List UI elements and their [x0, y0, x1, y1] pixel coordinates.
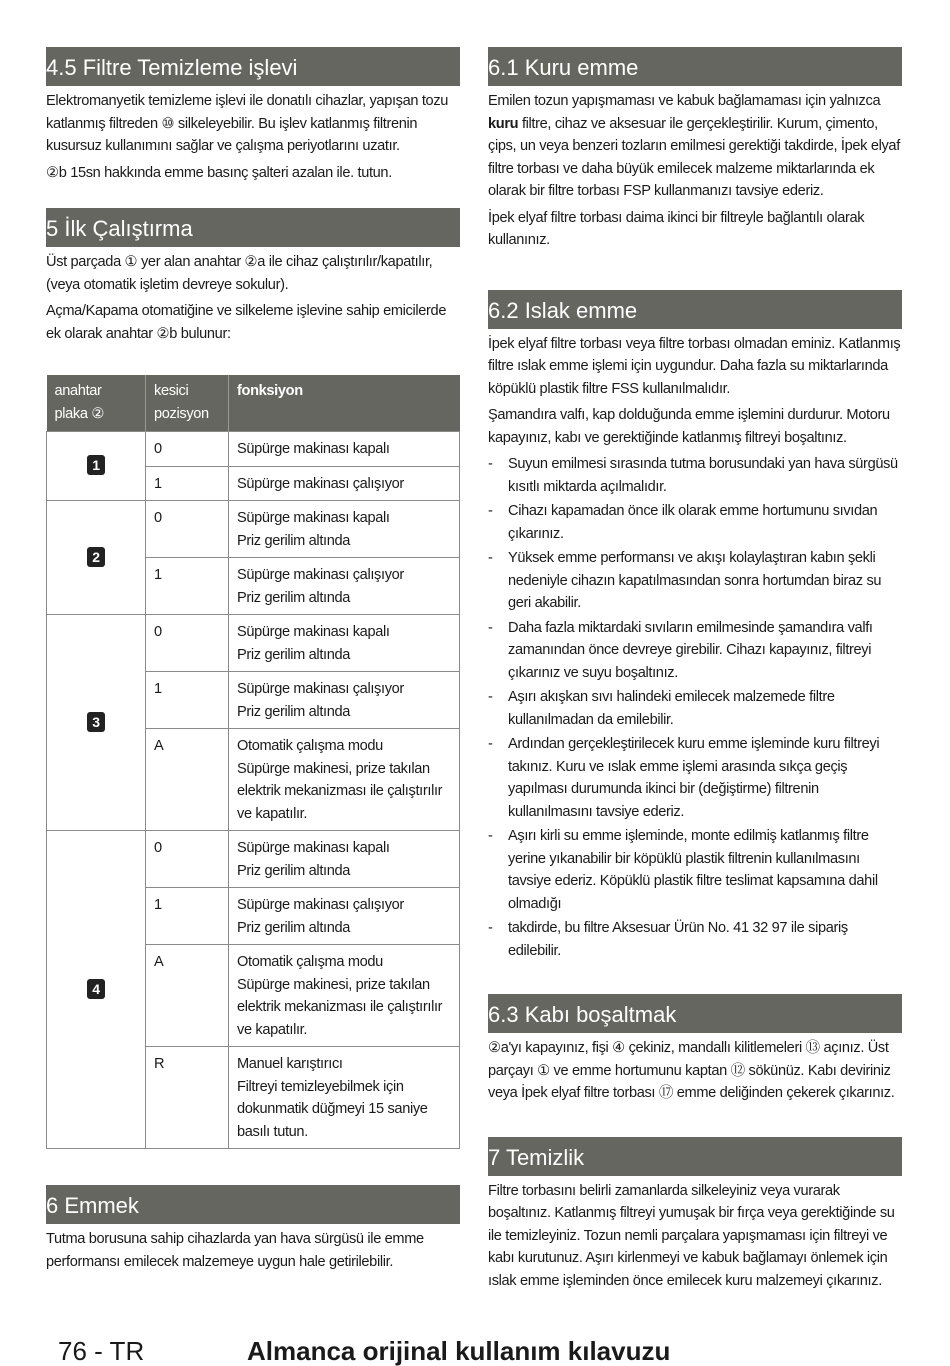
- function-line: Priz gerilim altında: [237, 646, 351, 663]
- position-cell: 1: [146, 466, 229, 501]
- function-cell: [229, 501, 460, 558]
- function-line: Süpürge makinası kapalı: [237, 624, 390, 640]
- plate-number-badge: 3: [87, 712, 105, 732]
- function-cell: [229, 729, 460, 831]
- position-cell: A: [146, 945, 229, 1047]
- function-line: Süpürge makinası kapalı: [237, 510, 390, 526]
- list-item: - Daha fazla miktardaki sıvıların emilmesinde şamandıra valfı zamanından önce devreye girebilir. Cihazı kapayınız, filtreyi çıkarınız ve suyu boşaltınız.: [488, 617, 902, 685]
- paragraph: [488, 90, 902, 203]
- section-heading-6-2: 6.2 Islak emme: [488, 290, 902, 329]
- function-cell: [229, 945, 460, 1047]
- function-line: Süpürge makinası kapalı: [237, 840, 390, 856]
- list-item: - Ardından gerçekleştirilecek kuru emme işleminde kuru filtreyi takınız. Kuru ve ıslak emme işlemi arasında sıkça geçiş yapılması durumunda ikinci bir (değiştirme) filtrenin kullanılmasını tavsiye ederiz.: [488, 733, 902, 823]
- position-cell: 0: [146, 615, 229, 672]
- function-line: Priz gerilim altında: [237, 703, 351, 720]
- position-cell: 1: [146, 558, 229, 615]
- function-line: Süpürge makinası çalışıyor: [237, 897, 404, 913]
- list-item: - Yüksek emme performansı ve akışı kolaylaştıran kabın şekli nedeniyle cihazın kapatılmasından sonra hortumdan biraz su geri akabilir.: [488, 547, 902, 615]
- plate-number-badge: 1: [87, 455, 105, 475]
- table-header-row: [47, 375, 460, 432]
- section-heading-5: 5 İlk Çalıştırma: [46, 208, 460, 247]
- paragraph: Şamandıra valfı, kap dolduğunda emme işlemini durdurur. Motoru kapayınız, kabı ve gerektiğinde katlanmış filtreyi boşaltınız.: [488, 407, 890, 446]
- paragraph: Filtre torbasını belirli zamanlarda silkeleyiniz veya vurarak boşaltınız. Katlanmış filtreyi yumuşak bir fırça veya gerektiğinde su ile temizleyiniz. Tozun nemli parçalara yapışmaması için filtreyi ve kabı kurutunuz. Aşırı kirlenmeyi ve kabuk bağlamayı önlemek için ıslak emme işleminden önce emilecek kuru malzemeyi çıkarınız.: [488, 1182, 895, 1289]
- function-cell: [229, 888, 460, 945]
- plate-cell: [47, 831, 146, 1149]
- function-cell: [229, 831, 460, 888]
- page-footer: [58, 1336, 938, 1364]
- function-line: Filtreyi temizleyebilmek için dokunmatik düğmeyi 15 saniye basılı tutun.: [237, 1078, 428, 1140]
- table-row: [47, 831, 460, 888]
- position-cell: 0: [146, 831, 229, 888]
- function-line: Otomatik çalışma modu: [237, 954, 383, 970]
- position-cell: 0: [146, 501, 229, 558]
- function-line: Süpürge makinası çalışıyor: [237, 681, 404, 697]
- table-body: [47, 432, 460, 1149]
- position-cell: 1: [146, 672, 229, 729]
- function-line: Süpürge makinası çalışıyor: [237, 567, 404, 583]
- position-cell: 0: [146, 432, 229, 467]
- right-column: [488, 47, 902, 1296]
- list-item: - Aşırı akışkan sıvı halindeki emilecek malzemede filtre kullanılmadan da emilebilir.: [488, 686, 902, 731]
- function-line: Süpürge makinası kapalı: [237, 441, 390, 457]
- section-heading-6: 6 Emmek: [46, 1185, 460, 1224]
- header-function: fonksiyon: [229, 375, 460, 432]
- table-row: [47, 615, 460, 672]
- function-line: Süpürge makinesi, prize takılan elektrik mekanizması ile çalıştırılır ve kapatılır.: [237, 976, 443, 1038]
- text: Emilen tozun yapışmaması ve kabuk bağlamaması için yalnızca: [488, 93, 881, 109]
- list-item: - takdirde, bu filtre Aksesuar Ürün No. 41 32 97 ile sipariş edilebilir.: [488, 917, 902, 962]
- section-heading-4-5: 4.5 Filtre Temizleme işlevi: [46, 47, 460, 86]
- paragraph: ②b 15sn hakkında emme basınç şalteri azalan ile. tutun.: [46, 164, 392, 181]
- function-cell: [229, 615, 460, 672]
- function-cell: [229, 672, 460, 729]
- paragraph: Üst parçada ① yer alan anahtar ②a ile cihaz çalıştırılır/kapatılır, (veya otomatik işletim devreye sokulur).: [46, 254, 433, 293]
- paragraph: İpek elyaf filtre torbası daima ikinci bir filtreyle bağlantılı olarak kullanınız.: [488, 209, 865, 248]
- list-item: - Cihazı kapamadan önce ilk olarak emme hortumunu sıvıdan çıkarınız.: [488, 500, 902, 545]
- document-title: Almanca orijinal kullanım kılavuzu: [247, 1336, 671, 1366]
- function-cell: [229, 466, 460, 501]
- plate-cell: [47, 501, 146, 615]
- paragraph: ②a'yı kapayınız, fişi ④ çekiniz, mandallı kilitlemeleri ⑬ açınız. Üst parçayı ① ve emme hortumunu kaptan ⑫ sökünüz. Kabı deviriniz veya İpek elyaf filtre torbası ⑰ emme deliğinden çekerek çıkarınız.: [488, 1040, 895, 1101]
- paragraph: Açma/Kapama otomatiğine ve silkeleme işlevine sahip emicilerde ek olarak anahtar ②b bulunur:: [46, 303, 447, 342]
- plate-number-badge: 4: [87, 979, 105, 999]
- text: filtre, cihaz ve aksesuar ile gerçekleştirilir. Kurum, çimento, çips, un veya benzeri tozların emilmesi gerektiği takdirde, İpek elyaf filtre torbası ve daha büyük emilecek malzeme miktarlarında ek olarak bir filtre torbası FSP kullanmanızı tavsiye ederiz.: [488, 115, 900, 199]
- paragraph: Tutma borusuna sahip cihazlarda yan hava sürgüsü ile emme performansı emilecek malzemeye uygun hale getirilebilir.: [46, 1231, 424, 1270]
- plate-cell: [47, 432, 146, 501]
- section-heading-6-1: 6.1 Kuru emme: [488, 47, 902, 86]
- position-cell: A: [146, 729, 229, 831]
- function-cell: [229, 1047, 460, 1149]
- position-cell: R: [146, 1047, 229, 1149]
- page-number: 76 - TR: [58, 1336, 145, 1366]
- list-item: - Suyun emilmesi sırasında tutma borusundaki yan hava sürgüsü kısıtlı miktarda açılmalıdır.: [488, 453, 902, 498]
- left-column: [46, 47, 460, 1277]
- function-line: Manuel karıştırıcı: [237, 1056, 343, 1072]
- list-item: - Aşırı kirli su emme işleminde, monte edilmiş katlanmış filtre yerine yıkanabilir bir köpüklü plastik filtrenin kullanılmasını tavsiye ederiz. Köpüklü plastik filtre teslimat kapsamına dahil olmadığı: [488, 825, 902, 915]
- function-line: Priz gerilim altında: [237, 919, 351, 936]
- function-line: Süpürge makinesi, prize takılan elektrik mekanizması ile çalıştırılır ve kapatılır.: [237, 760, 443, 822]
- paragraph: İpek elyaf filtre torbası veya filtre torbası olmadan eminiz. Katlanmış filtre ıslak emme işlemi için uygundur. Daha fazla su miktarlarında köpüklü plastik filtre FSS kullanılmalıdır.: [488, 335, 901, 397]
- function-line: Priz gerilim altında: [237, 862, 351, 879]
- function-cell: [229, 558, 460, 615]
- plate-cell: [47, 615, 146, 831]
- section-heading-6-3: 6.3 Kabı boşaltmak: [488, 994, 902, 1033]
- function-line: Süpürge makinası çalışıyor: [237, 475, 404, 492]
- function-cell: [229, 432, 460, 467]
- bold-text: kuru: [488, 115, 519, 132]
- header-position: kesici pozisyon: [146, 375, 229, 432]
- switch-function-table: [46, 375, 460, 1149]
- table-row: [47, 432, 460, 467]
- plate-number-badge: 2: [87, 547, 105, 567]
- position-cell: 1: [146, 888, 229, 945]
- bullet-list: [488, 453, 902, 962]
- function-line: Priz gerilim altında: [237, 532, 351, 549]
- function-line: Priz gerilim altında: [237, 589, 351, 606]
- function-line: Otomatik çalışma modu: [237, 738, 383, 754]
- paragraph: Elektromanyetik temizleme işlevi ile donatılı cihazlar, yapışan tozu katlanmış filtreden ⑩ silkeleyebilir. Bu işlev katlanmış filtrenin kusursuz kullanımını sağlar ve çalışma periyotlarını uzatır.: [46, 93, 449, 154]
- header-plate: anahtar plaka ②: [47, 375, 146, 432]
- table-row: [47, 501, 460, 558]
- section-heading-7: 7 Temizlik: [488, 1137, 902, 1176]
